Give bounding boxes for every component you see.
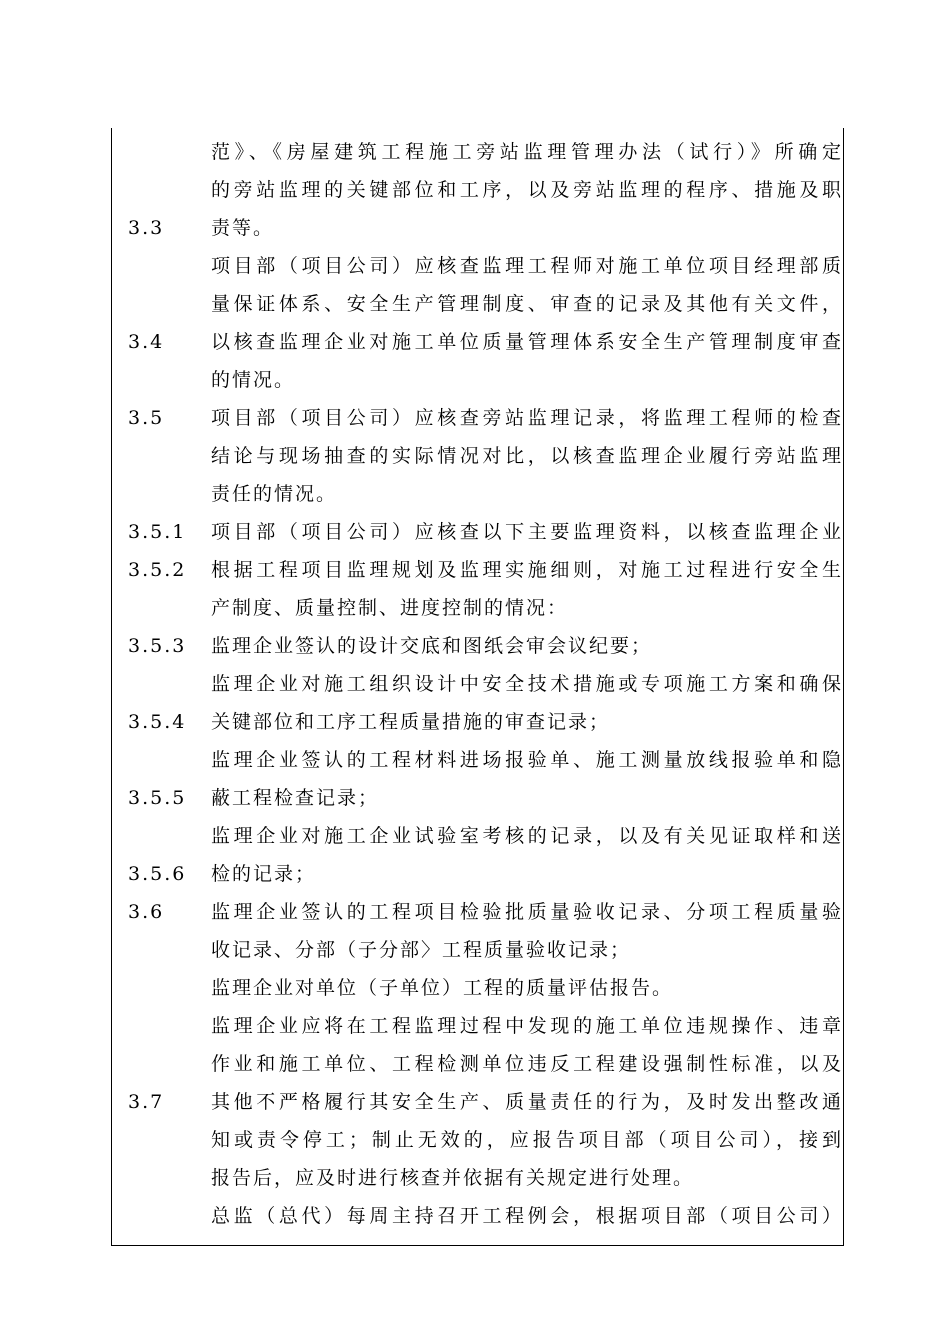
text-line: 作业和施工单位、工程检测单位违反工程建设强制性标准，以及 [211,1053,841,1075]
text-line: 项目部（项目公司）应核查监理工程师对施工单位项目经理部质 [211,255,841,277]
text-line: 的情况。 [211,369,296,391]
text-line: 范》、《房屋建筑工程施工旁站监理管理办法（试行）》所确定 [211,141,841,163]
section-number-3-5-3: 3.5.3 [128,635,187,657]
text-line: 产制度、质量控制、进度控制的情况： [211,597,569,619]
text-line: 项目部（项目公司）应核查以下主要监理资料，以核查监理企业 [211,521,841,543]
text-line: 检的记录； [211,863,317,885]
text-line: 监理企业对施工组织设计中安全技术措施或专项施工方案和确保 [211,673,841,695]
section-number-3-5: 3.5 [128,407,165,429]
section-number-3-7: 3.7 [128,1091,165,1113]
text-line: 以核查监理企业对施工单位质量管理体系安全生产管理制度审查 [211,331,841,353]
section-number-3-5-2: 3.5.2 [128,559,187,581]
text-line: 监理企业对施工企业试验室考核的记录，以及有关见证取样和送 [211,825,841,847]
text-line: 知或责令停工；制止无效的，应报告项目部（项目公司），接到 [211,1129,841,1151]
text-line: 监理企业签认的设计交底和图纸会审会议纪要； [211,635,653,657]
text-line: 的旁站监理的关键部位和工序，以及旁站监理的程序、措施及职 [211,179,841,201]
text-line: 监理企业应将在工程监理过程中发现的施工单位违规操作、违章 [211,1015,841,1037]
text-line: 其他不严格履行其安全生产、质量责任的行为，及时发出整改通 [211,1091,841,1113]
section-number-3-4: 3.4 [128,331,165,353]
text-line: 监理企业对单位（子单位）工程的质量评估报告。 [211,977,674,999]
text-line: 总监（总代）每周主持召开工程例会，根据项目部（项目公司） [211,1205,841,1227]
text-line: 收记录、分部（子分部〉工程质量验收记录； [211,939,632,961]
text-line: 结论与现场抽查的实际情况对比，以核查监理企业履行旁站监理 [211,445,841,467]
section-number-3-6: 3.6 [128,901,165,923]
text-line: 责任的情况。 [211,483,338,505]
text-line: 监理企业签认的工程项目检验批质量验收记录、分项工程质量验 [211,901,841,923]
text-line: 根据工程项目监理规划及监理实施细则，对施工过程进行安全生 [211,559,841,581]
section-number-3-5-4: 3.5.4 [128,711,187,733]
section-number-3-5-1: 3.5.1 [128,521,187,543]
text-line: 蔽工程检查记录； [211,787,380,809]
section-number-3-5-6: 3.5.6 [128,863,187,885]
section-number-3-3: 3.3 [128,217,165,239]
text-line: 量保证体系、安全生产管理制度、审查的记录及其他有关文件， [211,293,841,315]
text-line: 责等。 [211,217,275,239]
text-line: 关键部位和工序工程质量措施的审查记录； [211,711,611,733]
text-line: 监理企业签认的工程材料进场报验单、施工测量放线报验单和隐 [211,749,841,771]
text-line: 项目部（项目公司）应核查旁站监理记录，将监理工程师的检查 [211,407,841,429]
section-number-3-5-5: 3.5.5 [128,787,187,809]
text-line: 报告后，应及时进行核查并依据有关规定进行处理。 [211,1167,695,1189]
